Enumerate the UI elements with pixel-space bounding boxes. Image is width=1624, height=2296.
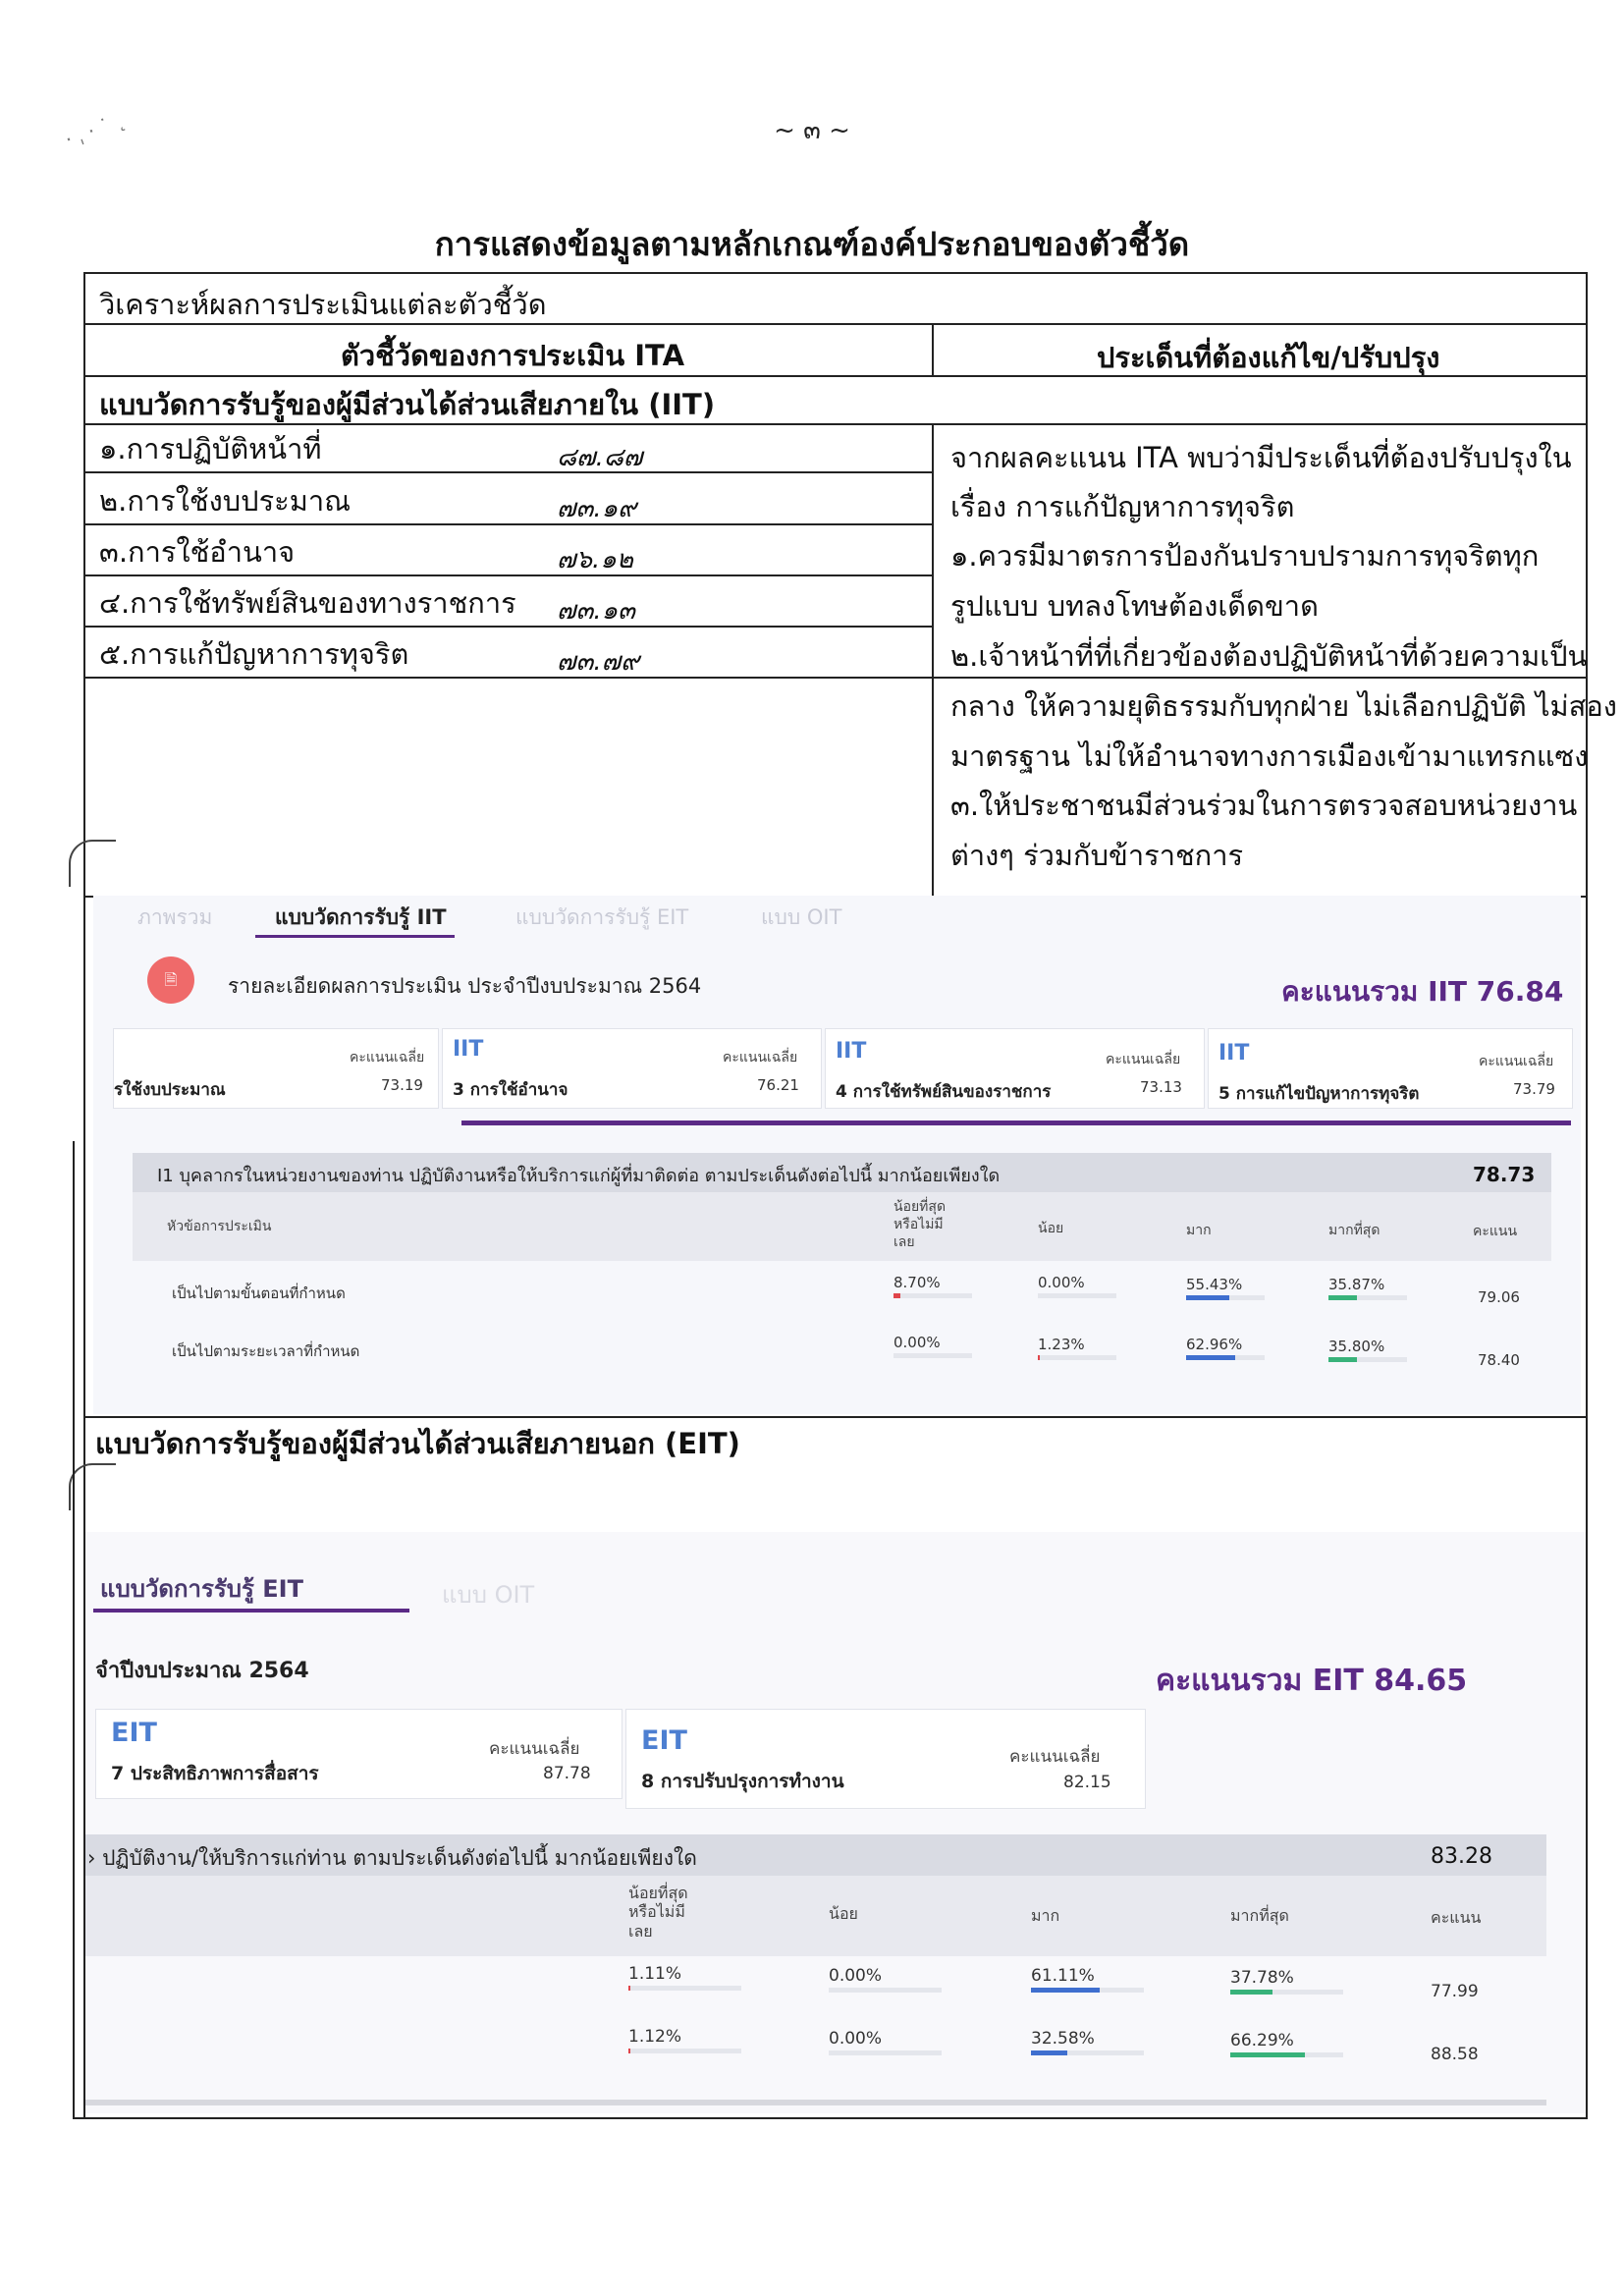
issue-line: เรื่อง การแก้ปัญหาการทุจริต bbox=[950, 490, 1295, 523]
indicator-score: ๗๓.๗๙ bbox=[557, 647, 640, 677]
table-header bbox=[85, 1876, 1546, 1956]
question-text: I1 บุคลากรในหน่วยงานของท่าน ปฏิบัติงานหรือให้บริการแก่ผู้ที่มาติดต่อ ตามประเด็นดังต่อไปนี้ มากน้อยเพียงใด bbox=[157, 1166, 1001, 1186]
th-much: มาก bbox=[1031, 1906, 1060, 1925]
issue-line: ๑.ควรมีมาตรการป้องกันปราบปรามการทุจริตทุก bbox=[950, 539, 1540, 573]
indicator-label: ๓.การใช้อำนาจ bbox=[99, 535, 296, 569]
issue-line: รูปแบบ บทลงโทษต้องเด็ดขาด bbox=[950, 589, 1319, 623]
th-much: มาก bbox=[1186, 1223, 1212, 1238]
punch-hole-mark bbox=[69, 840, 116, 887]
indicator-card[interactable]: รใช้งบประมาณ คะแนนเฉลี่ย 73.19 bbox=[113, 1028, 439, 1109]
page-number: ~ ๓ ~ bbox=[774, 116, 850, 145]
indicator-card[interactable]: IIT 5 การแก้ไขปัญหาการทุจริต คะแนนเฉลี่ย 73.79 bbox=[1208, 1028, 1573, 1109]
card-active-underline bbox=[461, 1121, 1571, 1125]
indicator-label: ๑.การปฏิบัติหน้าที่ bbox=[99, 432, 322, 465]
indicator-label: ๕.การแก้ปัญหาการทุจริต bbox=[99, 637, 409, 671]
col-issues-header: ประเด็นที่ต้องแก้ไข/ปรับปรุง bbox=[1097, 341, 1440, 374]
eit-screenshot: แบบวัดการรับรู้ EIT แบบ OIT จำปีงบประมาณ 2564 คะแนนรวม EIT 84.65 EIT 7 ประสิทธิภาพการสื่อสาร คะแนนเฉลี่ย 87.78 EIT 8 การปรับปรุงการทำงาน คะแนนเฉลี่ย 82.15 › ปฏิบัติงาน/ให้บริการแก่ท่าน ตามประเด็นดังต่อไปนี้ มากน้อยเพียงใด 83.28 น้อยที่สุด หรือไม่มี เลย น้อย มาก มากที่สุด คะแนน 1.11% 0.00% 61.11% 37.78% 77.99 1.12% 0.00% 32.58% 66.29% 88.58 bbox=[85, 1532, 1586, 2113]
indicator-card[interactable]: IIT 4 การใช้ทรัพย์สินของราชการ คะแนนเฉลี่ย 73.13 bbox=[825, 1028, 1205, 1109]
detail-title: รายละเอียดผลการประเมิน ประจำปีงบประมาณ 2564 bbox=[228, 974, 702, 998]
analysis-label: วิเคราะห์ผลการประเมินแต่ละตัวชี้วัด bbox=[99, 288, 547, 321]
pdf-icon[interactable]: 🗎 bbox=[147, 957, 194, 1004]
col-indicator-header: ตัวชี้วัดของการประเมิน ITA bbox=[341, 339, 685, 372]
row-topic: เป็นไปตามขั้นตอนที่กำหนด bbox=[172, 1285, 346, 1302]
question-text: › ปฏิบัติงาน/ให้บริการแก่ท่าน ตามประเด็นดังต่อไปนี้ มากน้อยเพียงใด bbox=[87, 1846, 697, 1870]
eit-section-label: แบบวัดการรับรู้ของผู้มีส่วนได้ส่วนเสียภายนอก (EIT) bbox=[95, 1427, 740, 1460]
iit-screenshot: ภาพรวม แบบวัดการรับรู้ IIT แบบวัดการรับรู้ EIT แบบ OIT 🗎 รายละเอียดผลการประเมิน ประจำปีงบประมาณ 2564 คะแนนรวม IIT 76.84 รใช้งบประมาณ คะแนนเฉลี่ย 73.19 IIT 3 การใช้อำนาจ คะแนนเฉลี่ย 76.21 IIT 4 การใช้ทรัพย์สินของราชการ คะแนนเฉลี่ย 73.13 IIT 5 การแก้ไขปัญหาการทุจริต คะแนนเฉลี่ย 73.79 I1 บุคลากรในหน่วยงานของท่าน ปฏิบัติงานหรือให้บริการแก่ผู้ที่มาติดต่อ ตามประเด็นดังต่อไปนี้ มากน้อยเพียงใด 78.73 หัวข้อการประเมิน น้อยที่สุด หรือไม่มี เลย น้อย มาก มากที่สุด คะแนน เป็นไปตามขั้นตอนที่กำหนด 8.70% 0.00% 55.43% 35.87% 79.06 เป็นไปตามระยะเวลาที่กำหนด 0.00% 1.23% 62.96% 35.80% 78.40 bbox=[93, 896, 1581, 1414]
th-least: น้อยที่สุด bbox=[628, 1884, 688, 1902]
punch-hole-mark bbox=[69, 1463, 116, 1510]
indicator-score: ๗๖.๑๒ bbox=[557, 545, 633, 574]
budget-year: จำปีงบประมาณ 2564 bbox=[95, 1659, 309, 1683]
tab-eit[interactable]: แบบวัดการรับรู้ EIT bbox=[100, 1575, 303, 1603]
question-score: 78.73 bbox=[1473, 1163, 1536, 1186]
issue-line: ๓.ให้ประชาชนมีส่วนร่วมในการตรวจสอบหน่วยงาน bbox=[950, 789, 1578, 822]
tab-eit[interactable]: แบบวัดการรับรู้ EIT bbox=[515, 905, 689, 929]
panel-bottom-edge bbox=[85, 2100, 1546, 2105]
issue-line: จากผลคะแนน ITA พบว่ามีประเด็นที่ต้องปรับปรุงใน bbox=[950, 441, 1572, 474]
iit-section-label: แบบวัดการรับรู้ของผู้มีส่วนได้ส่วนเสียภายใน (IIT) bbox=[99, 388, 716, 421]
tab-oit[interactable]: แบบ OIT bbox=[442, 1581, 535, 1609]
issue-line: ต่างๆ ร่วมกับข้าราชการ bbox=[950, 839, 1244, 872]
row-topic: เป็นไปตามระยะเวลาที่กำหนด bbox=[172, 1342, 360, 1360]
iit-total-score: คะแนนรวม IIT 76.84 bbox=[1281, 975, 1564, 1008]
indicator-label: ๔.การใช้ทรัพย์สินของทางราชการ bbox=[99, 586, 516, 620]
indicator-score: ๗๓.๑๙ bbox=[557, 494, 637, 523]
th-topic: หัวข้อการประเมิน bbox=[167, 1219, 272, 1234]
indicator-card[interactable]: EIT 7 ประสิทธิภาพการสื่อสาร คะแนนเฉลี่ย 87.78 bbox=[95, 1709, 623, 1799]
indicator-score: ๗๓.๑๓ bbox=[557, 596, 635, 626]
tab-active-underline bbox=[93, 1609, 409, 1613]
tab-oit[interactable]: แบบ OIT bbox=[761, 905, 842, 929]
th-score: คะแนน bbox=[1431, 1908, 1482, 1927]
question-score: 83.28 bbox=[1431, 1844, 1492, 1869]
bar-much bbox=[1186, 1295, 1229, 1300]
frame-left-edge bbox=[73, 1141, 75, 2119]
indicator-card[interactable]: IIT 3 การใช้อำนาจ คะแนนเฉลี่ย 76.21 bbox=[442, 1028, 822, 1109]
th-least: น้อยที่สุด bbox=[893, 1199, 947, 1215]
page-title: การแสดงข้อมูลตามหลักเกณฑ์องค์ประกอบของตัวชี้วัด bbox=[434, 225, 1190, 263]
bar-least bbox=[893, 1293, 900, 1298]
bar-most bbox=[1328, 1295, 1357, 1300]
issue-line: กลาง ให้ความยุติธรรมกับทุกฝ่าย ไม่เลือกปฏิบัติ ไม่สอง bbox=[950, 689, 1617, 723]
th-most: มากที่สุด bbox=[1328, 1223, 1380, 1238]
tab-overview[interactable]: ภาพรวม bbox=[137, 905, 213, 929]
th-little: น้อย bbox=[1038, 1221, 1064, 1236]
indicator-score: ๘๗.๘๗ bbox=[557, 443, 643, 472]
th-little: น้อย bbox=[829, 1904, 858, 1923]
frame-bottom-edge bbox=[73, 2117, 1587, 2119]
eit-total-score: คะแนนรวม EIT 84.65 bbox=[1156, 1664, 1468, 1698]
th-most: มากที่สุด bbox=[1230, 1906, 1289, 1925]
indicator-label: ๒.การใช้งบประมาณ bbox=[99, 484, 352, 518]
th-score: คะแนน bbox=[1473, 1224, 1518, 1239]
tab-active-underline bbox=[255, 935, 455, 938]
scan-artifact: · ˌ · ˙ ˛ bbox=[61, 107, 129, 152]
issue-line: มาตรฐาน ไม่ให้อำนาจทางการเมืองเข้ามาแทรกแซง bbox=[950, 739, 1589, 773]
issue-line: ๒.เจ้าหน้าที่ที่เกี่ยวข้องต้องปฏิบัติหน้าที่ด้วยความเป็น bbox=[950, 639, 1588, 673]
tab-iit[interactable]: แบบวัดการรับรู้ IIT bbox=[275, 905, 447, 929]
indicator-card[interactable]: EIT 8 การปรับปรุงการทำงาน คะแนนเฉลี่ย 82.15 bbox=[625, 1709, 1146, 1809]
